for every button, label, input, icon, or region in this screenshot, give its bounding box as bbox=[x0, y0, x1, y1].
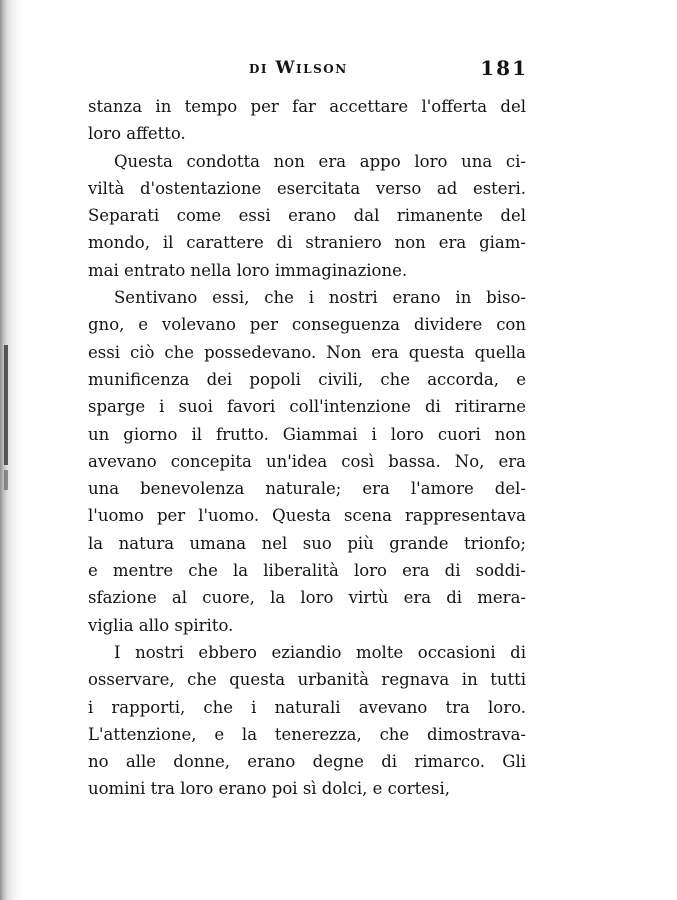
binding-shadow-mark-small bbox=[4, 470, 8, 490]
text-line: sparge i suoi favori coll'intenzione di ritirarne bbox=[88, 397, 526, 417]
text-line: essi ciò che possedevano. Non era questa quella bbox=[88, 342, 526, 362]
binding-edge bbox=[0, 0, 26, 900]
page-number: 181 bbox=[480, 56, 528, 80]
text-line: avevano concepita un'idea così bassa. No, era bbox=[88, 451, 526, 471]
text-line: un giorno il frutto. Giammai i loro cuori non bbox=[88, 424, 526, 444]
text-line: I nostri ebbero eziandio molte occasioni di bbox=[114, 642, 526, 662]
text-line: viltà d'ostentazione esercitata verso ad esteri. bbox=[88, 178, 526, 198]
body-text bbox=[88, 93, 526, 803]
text-line: la natura umana nel suo più grande trionfo; bbox=[88, 533, 526, 553]
text-line: munificenza dei popoli civili, che accorda, e bbox=[88, 369, 526, 389]
text-line: osservare, che questa urbanità regnava in tutti bbox=[88, 670, 526, 690]
text-line: loro affetto. bbox=[88, 124, 186, 144]
text-line: mai entrato nella loro immaginazione. bbox=[88, 260, 408, 280]
text-line: i rapporti, che i naturali avevano tra loro. bbox=[88, 697, 526, 717]
running-title: di Wilson bbox=[249, 58, 348, 78]
text-line: Questa condotta non era appo loro una ci- bbox=[114, 151, 526, 171]
text-line: viglia allo spirito. bbox=[88, 615, 234, 635]
text-line: una benevolenza naturale; era l'amore del- bbox=[88, 479, 526, 499]
text-line: Separati come essi erano dal rimanente del bbox=[88, 206, 526, 226]
binding-shadow-mark bbox=[4, 345, 8, 465]
text-line: stanza in tempo per far accettare l'offerta del bbox=[88, 97, 526, 116]
text-line: gno, e volevano per conseguenza dividere con bbox=[88, 315, 526, 335]
text-line: mondo, il carattere di straniero non era giam- bbox=[88, 233, 526, 253]
text-line: e mentre che la liberalità loro era di soddi- bbox=[88, 561, 526, 581]
text-line: uomini tra loro erano poi sì dolci, e cortesi, bbox=[88, 779, 451, 799]
text-line: Sentivano essi, che i nostri erano in biso- bbox=[114, 288, 526, 308]
text-line: sfazione al cuore, la loro virtù era di mera- bbox=[88, 588, 526, 608]
text-line: L'attenzione, e la tenerezza, che dimostrava- bbox=[88, 724, 526, 744]
text-line: l'uomo per l'uomo. Questa scena rappresentava bbox=[88, 506, 526, 526]
text-line: no alle donne, erano degne di rimarco. Gli bbox=[88, 752, 526, 772]
running-head bbox=[86, 58, 528, 88]
